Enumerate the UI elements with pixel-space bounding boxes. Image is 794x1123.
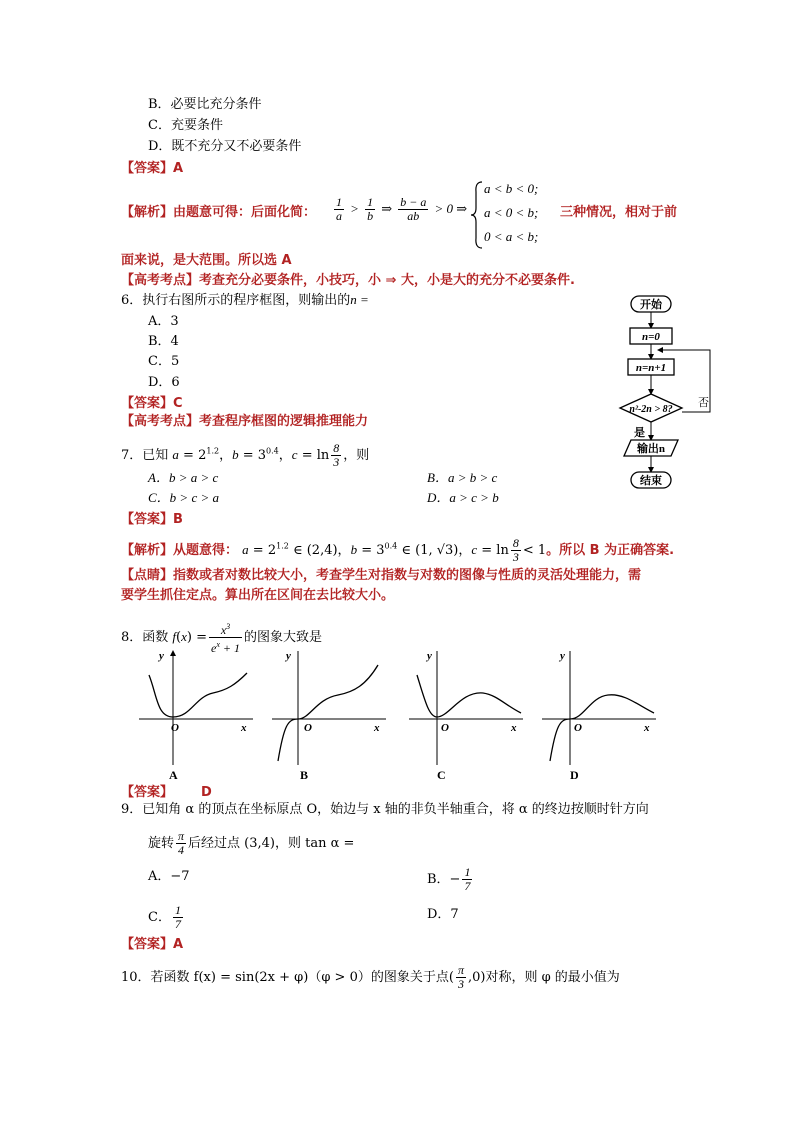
q9-stem-line2: 旋转 $\frac{\pi}{4}$ 后经过点 (3,4)，则 tan α = bbox=[148, 829, 355, 857]
flow-init-label: n=0 bbox=[642, 331, 660, 343]
flow-yes-label: 是 bbox=[634, 427, 645, 439]
case-1: a < b < 0; bbox=[484, 181, 539, 196]
graph-b-label: B bbox=[300, 768, 309, 780]
graph-a-label: A bbox=[169, 768, 178, 780]
q9-option-b-prefix: B．− bbox=[427, 872, 461, 887]
frac-1-a: $\frac{1}{a}$ bbox=[336, 195, 342, 223]
q9-stem-line1: 9．已知角 α 的顶点在坐标原点 O，始边与 x 轴的非负半轴重合，将 α 的终边按顺时针方向 bbox=[121, 802, 649, 817]
q7-dianjing bbox=[121, 567, 641, 585]
q5-kaodian bbox=[121, 272, 575, 290]
answer-value: D bbox=[201, 785, 212, 800]
q6-option-a: A．3 bbox=[148, 314, 179, 329]
flow-end-label: 结束 bbox=[640, 475, 662, 487]
q5-option-d: D．既不充分又不必要条件 bbox=[148, 139, 302, 154]
graph-c-label: C bbox=[437, 768, 446, 780]
svg-text:y: y bbox=[560, 650, 565, 662]
graph-d bbox=[538, 645, 663, 780]
q7-option-a: A．b > a > c bbox=[148, 470, 219, 485]
q5-answer bbox=[121, 160, 183, 178]
q6-option-b: B．4 bbox=[148, 334, 179, 349]
answer-tag: 【答案】 bbox=[121, 161, 174, 176]
frac-1-b: $\frac{1}{b}$ bbox=[367, 195, 374, 223]
q9-option-b: B．− $\frac{1}{7}$ bbox=[427, 865, 471, 893]
graph-c bbox=[405, 645, 530, 780]
dianjing-tag: 【点睛】 bbox=[121, 568, 174, 583]
svg-text:y: y bbox=[286, 650, 291, 662]
analysis-after: 三种情况，相对于前 bbox=[560, 205, 678, 220]
svg-text:O: O bbox=[441, 722, 449, 734]
svg-text:O: O bbox=[574, 722, 582, 734]
q7-option-c: C．b > c > a bbox=[148, 490, 219, 505]
q9-option-c: C． $\frac{1}{7}$ bbox=[148, 903, 181, 931]
analysis-tag: 【解析】 bbox=[121, 543, 174, 558]
graph-b bbox=[268, 645, 393, 780]
q5-option-b: B．必要比充分条件 bbox=[148, 97, 262, 112]
left-brace bbox=[470, 180, 484, 250]
flow-step-label: n=n+1 bbox=[635, 362, 667, 374]
q7-option-b: B．a > b > c bbox=[427, 470, 498, 485]
svg-text:O: O bbox=[304, 722, 312, 734]
svg-text:x: x bbox=[241, 722, 247, 734]
answer-tag: 【答案】 bbox=[121, 512, 174, 527]
svg-text:x: x bbox=[644, 722, 650, 734]
kaodian-text: 考查充分必要条件，小技巧，小 ⇒ 大，小是大的充分不必要条件. bbox=[199, 273, 575, 288]
q7-dianjing-line2: 要学生抓住定点。算出所在区间在去比较大小。 bbox=[121, 588, 395, 603]
svg-text:x: x bbox=[511, 722, 517, 734]
q9-option-d: D．7 bbox=[427, 907, 459, 922]
q6-option-c: C．5 bbox=[148, 354, 180, 369]
q9-option-c-prefix: C． bbox=[148, 910, 171, 925]
flow-output-label: 输出n bbox=[636, 443, 666, 455]
analysis-tag: 【解析】 bbox=[121, 205, 174, 220]
q5-formula: $\frac{1}{a}$ > $\frac{1}{b}$ ⇒ $\frac{b - a}{ab}$ > 0 ⇒ bbox=[336, 195, 468, 223]
q6-option-d: D．6 bbox=[148, 375, 180, 390]
q9-stem-2b: 后经过点 (3,4)，则 tan α = bbox=[188, 836, 355, 851]
q9-option-a: A．−7 bbox=[148, 869, 190, 884]
answer-value: A bbox=[173, 161, 184, 176]
q9-answer bbox=[121, 936, 183, 954]
q5-analysis bbox=[121, 204, 316, 222]
answer-value: C bbox=[173, 396, 183, 411]
q6-stem-var: n = bbox=[350, 292, 369, 307]
q10-stem: 10．若函数 f(x) = sin(2x + φ)（φ > 0）的图象关于点( $\frac{\pi}{3}$ ,0)对称，则 φ 的最小值为 bbox=[121, 963, 620, 991]
q7-stem: 7．已知 $a = 2^{1.2}$，$b = 3^{0.4}$，c = ln $\frac{8}{3}$ ，则 bbox=[121, 441, 370, 469]
q7-analysis: 【解析】从题意得： $a = 2^{1.2}$ ∈ (2,4)，$b = 3^{0.4}$ ∈ (1, √3)，c = ln $\frac{8}{3}$ < 1。所以 B 为正确答案. bbox=[121, 536, 675, 564]
q5-analysis-line2: 面来说，是大范围。所以选 A bbox=[121, 253, 292, 268]
answer-value: A bbox=[173, 937, 184, 952]
flow-decision-label: n²-2n > 8? bbox=[629, 404, 673, 415]
program-flowchart bbox=[598, 290, 718, 495]
svg-text:O: O bbox=[171, 722, 179, 734]
case-2: a < 0 < b; bbox=[484, 205, 539, 220]
flow-no-label: 否 bbox=[698, 397, 709, 409]
answer-tag: 【答案】 bbox=[121, 785, 174, 800]
q6-kaodian bbox=[121, 413, 368, 431]
analysis-intro: 从题意得： bbox=[173, 543, 239, 558]
dianjing-text-1: 指数或者对数比较大小，考查学生对指数与对数的图像与性质的灵活处理能力，需 bbox=[173, 568, 642, 583]
svg-text:y: y bbox=[159, 650, 164, 662]
flow-start-label: 开始 bbox=[640, 299, 662, 311]
q10-stem-b: 对称，则 φ 的最小值为 bbox=[485, 970, 620, 985]
kaodian-text: 考查程序框图的逻辑推理能力 bbox=[199, 414, 369, 429]
q7-option-d: D．a > c > b bbox=[427, 490, 499, 505]
answer-tag: 【答案】 bbox=[121, 396, 174, 411]
kaodian-tag: 【高考考点】 bbox=[121, 273, 200, 288]
frac-b-minus-a: $\frac{b - a}{ab}$ bbox=[400, 195, 427, 223]
graph-d-label: D bbox=[570, 768, 579, 780]
kaodian-tag: 【高考考点】 bbox=[121, 414, 200, 429]
q8-stem-suffix: 的图象大致是 bbox=[244, 630, 323, 645]
q7-answer bbox=[121, 511, 183, 529]
q7-stem-suffix: ，则 bbox=[343, 448, 370, 463]
q8-stem: 8．函数 f(x) = $\frac{x^3}{e^x + 1}$ 的图象大致是 bbox=[121, 622, 323, 655]
analysis-end: 。所以 B 为正确答案. bbox=[546, 543, 675, 558]
answer-tag: 【答案】 bbox=[121, 937, 174, 952]
svg-text:x: x bbox=[374, 722, 380, 734]
q7-stem-prefix: 7．已知 bbox=[121, 448, 169, 463]
q10-stem-a: 10．若函数 f(x) = sin(2x + φ)（φ > 0）的图象关于点 bbox=[121, 970, 449, 985]
graph-a bbox=[135, 645, 260, 780]
case-3: 0 < a < b; bbox=[484, 229, 539, 244]
answer-value: B bbox=[173, 512, 183, 527]
analysis-intro: 由题意可得：后面化简： bbox=[173, 205, 317, 220]
q8-stem-prefix: 8．函数 bbox=[121, 630, 169, 645]
q6-answer bbox=[121, 395, 183, 413]
svg-text:y: y bbox=[427, 650, 432, 662]
q8-answer bbox=[121, 784, 212, 802]
q6-stem bbox=[121, 291, 369, 310]
q5-option-c: C．充要条件 bbox=[148, 118, 223, 133]
q6-stem-text: 6．执行右图所示的程序框图，则输出的 bbox=[121, 293, 351, 308]
q9-stem-2a: 旋转 bbox=[148, 836, 175, 851]
